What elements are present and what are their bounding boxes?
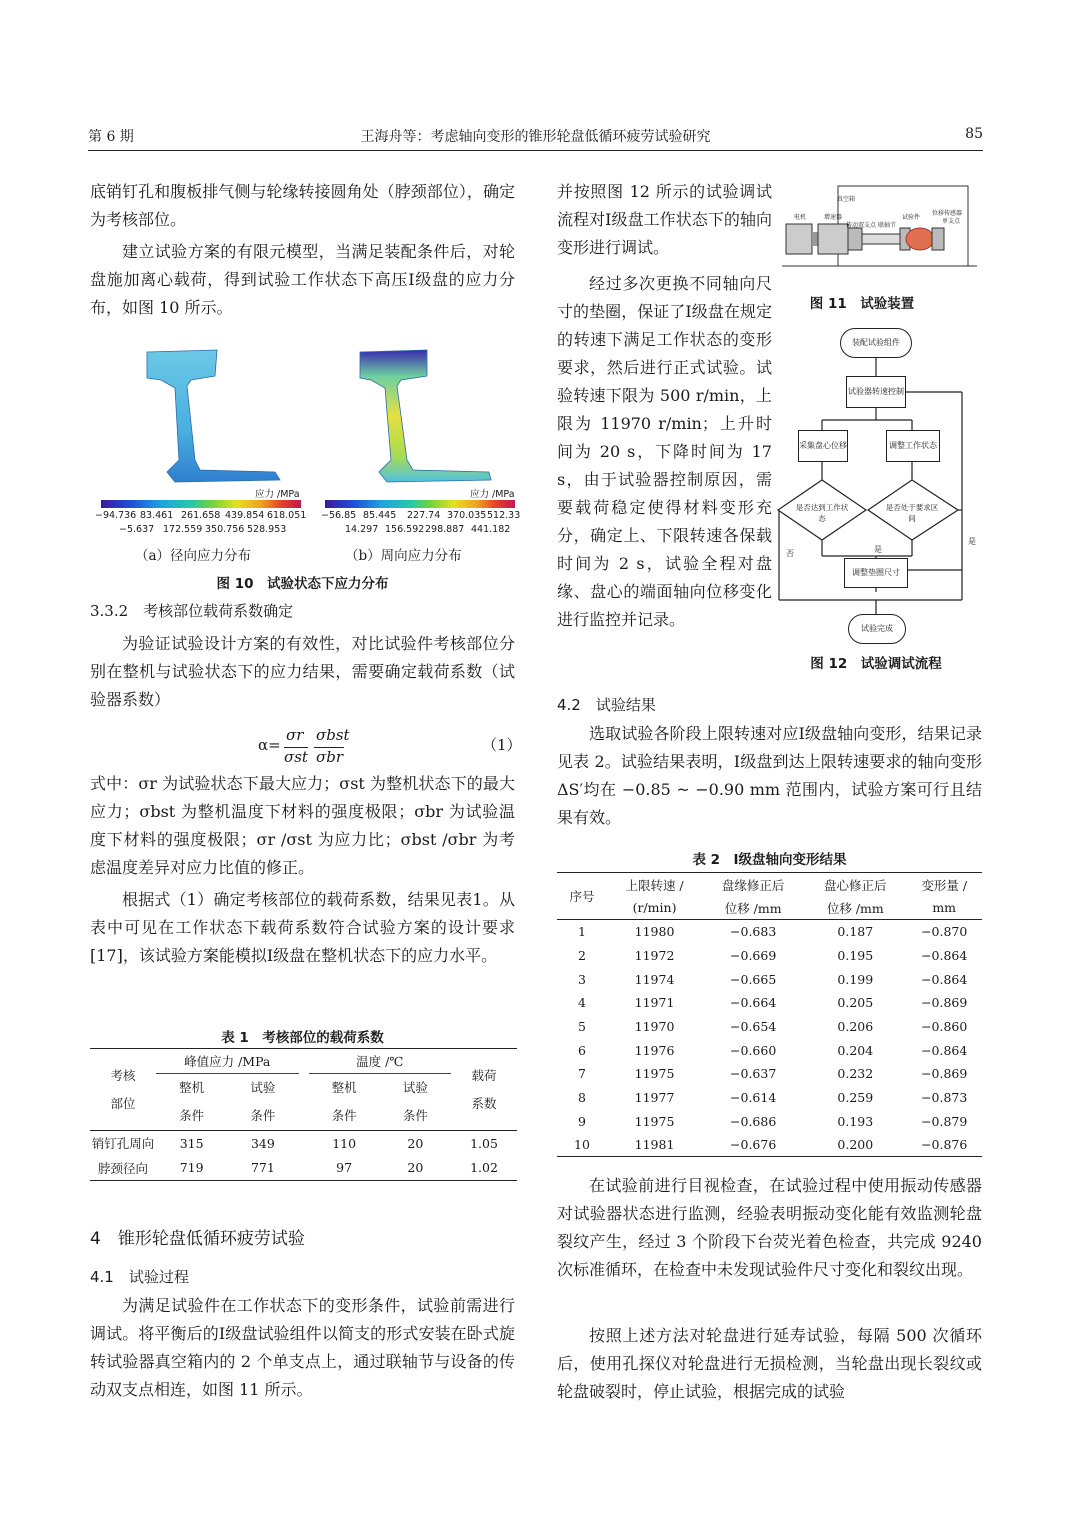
table-1-subheader: 试验条件 [250, 1080, 276, 1123]
section-4-2-heading: 4.2 试验结果 [557, 696, 656, 714]
table-cell: −0.876 [921, 1137, 968, 1153]
table-cell: 11981 [634, 1137, 675, 1153]
flow-box: 调整垫圈尺寸 [844, 558, 908, 588]
table-row [557, 1038, 982, 1062]
table-row [557, 944, 982, 968]
equation-num2: σbst [316, 726, 350, 744]
figure-11 [782, 180, 977, 310]
table-2-caption: 表 2 Ⅰ级盘轴向变形结果 [692, 852, 847, 868]
paragraph-5: 根据式（1）确定考核部位的载荷系数，结果见表1。从表中可见在工作状态下载荷系数符合试验方案的设计要求[17]，该试验方案能模拟Ⅰ级盘在整机状态下的应力水平。 [90, 890, 515, 965]
rig-label: 联轴节 [878, 222, 897, 229]
figure-12 [776, 322, 976, 672]
colorbar-a-unit: 应力 /MPa [255, 489, 300, 500]
paragraph-7b: 经过多次更换不同轴向尺寸的垫圈，保证了Ⅰ级盘在规定的转速下满足工作状态的变形要求，然后进行正式试验。试验转速下限为 500 r/min，上限为 11970 r/min；上升时间为 20 s，下降时间为 17 s，由于试验器控制原因，需要载荷稳定使得材料变形充分，确定上、下限转速各保载时间为 2 s，试验全程对盘缘、盘心的端面轴向位移变化进行监控并记录。 [557, 274, 772, 629]
table-cell: −0.869 [921, 995, 968, 1011]
table-cell: 1.02 [470, 1160, 498, 1176]
table-cell: 10 [574, 1137, 590, 1153]
table-2-header: (r/min) [632, 900, 677, 916]
running-header-title: 王海舟等：考虑轴向变形的锥形轮盘低循环疲劳试验研究 [360, 129, 711, 145]
table-cell: 1 [578, 924, 586, 940]
table-2-header: 序号 [569, 889, 595, 905]
table-cell: −0.654 [730, 1018, 777, 1034]
figure-11-caption: 图 11 试验装置 [809, 296, 915, 312]
paragraph-2: 建立试验方案的有限元模型，当满足装配条件后，对轮盘施加离心载荷，得到试验工作状态下高压Ⅰ级盘的应力分布，如图 10 所示。 [90, 242, 515, 317]
test-rig-drawing [782, 180, 977, 280]
table-cell: −0.664 [730, 995, 777, 1011]
table-cell: 0.193 [837, 1113, 874, 1129]
table-cell: −0.873 [921, 1090, 968, 1106]
table-2-header: 盘心修正后 [824, 877, 887, 893]
paragraph-7a: 并按照图 12 所示的试验调试流程对Ⅰ级盘工作状态下的轴向变形进行调试。 [557, 182, 772, 257]
table-cell: 11970 [634, 1018, 675, 1034]
table-cell: 0.199 [837, 971, 874, 987]
table-1-subheader: 整机条件 [179, 1080, 205, 1123]
radial-stress-model [147, 350, 280, 482]
paragraph-9: 在试验前进行目视检查，在试验过程中使用振动传感器对试验器状态进行监测，经验表明振动变化能有效监测轮盘裂纹产生，经过 3 个阶段下台荧光着色检查，共完成 9240 次标准循环，在检查中未发现试验件尺寸变化和裂纹出现。 [557, 1176, 982, 1279]
table-cell: 0.205 [837, 995, 874, 1011]
table-2 [557, 872, 982, 1157]
table-cell: −0.864 [921, 971, 968, 987]
equation-lhs: α= [258, 736, 281, 754]
rig-label: 位移传感器 [932, 210, 963, 217]
table-cell: −0.614 [730, 1090, 777, 1106]
paragraph-4: 式中：σr 为试验状态下最大应力；σst 为整机状态下的最大应力；σbst 为整机温度下材料的强度极限；σbr 为试验温度下材料的强度极限；σr /σst 为应力比；σbst /σbr 为考虑温度差异对应力比值的修正。 [90, 774, 515, 877]
table-row [557, 1133, 982, 1157]
figure-10 [95, 340, 520, 595]
table-1-header-temp: 温度 /℃ [309, 1049, 452, 1074]
colorbar-tick: −94.736 [95, 510, 137, 521]
colorbar-tick: 227.74 [407, 510, 441, 521]
table-cell: −0.870 [921, 924, 968, 940]
colorbar-tick: 618.051 [267, 510, 307, 521]
table-cell: 719 [179, 1160, 204, 1176]
hoop-stress-model [360, 350, 491, 482]
table-cell: −0.860 [921, 1018, 968, 1034]
colorbar-tick: 85.445 [363, 510, 397, 521]
paragraph-1: 底销钉孔和腹板排气侧与轮缘转接圆角处（脖颈部位），确定为考核部位。 [90, 182, 515, 229]
table-cell: 0.187 [837, 924, 874, 940]
equation-num1: σr [286, 726, 304, 744]
flow-label-yes: 是 [874, 545, 882, 554]
flowchart-connectors [776, 322, 976, 642]
table-cell: 20 [407, 1135, 424, 1151]
table-cell: 5 [578, 1018, 586, 1034]
table-cell: 11971 [634, 995, 675, 1011]
table-row [557, 1015, 982, 1039]
table-cell: 9 [578, 1113, 586, 1129]
flow-decision: 是否处于要求区间 [885, 503, 939, 523]
table-cell: −0.669 [730, 947, 777, 963]
figure-10-caption: 图 10 试验状态下应力分布 [216, 576, 389, 592]
table-cell: −0.637 [730, 1066, 777, 1082]
table-cell: 4 [578, 995, 586, 1011]
table-cell: 2 [578, 947, 586, 963]
table-2-header: 盘缘修正后 [721, 877, 785, 893]
table-1-subheader: 试验条件 [402, 1080, 428, 1123]
colorbar-a [101, 500, 301, 508]
table-cell: −0.864 [921, 947, 968, 963]
table-cell: −0.864 [921, 1042, 968, 1058]
table-cell: −0.686 [730, 1113, 777, 1129]
colorbar-tick: 298.887 [425, 524, 465, 535]
subcaption-a: （a）径向应力分布 [135, 548, 252, 564]
table-1-header-coef: 载荷系数 [471, 1067, 497, 1111]
rig-label: 增速器 [824, 214, 843, 221]
page-number: 85 [965, 126, 983, 142]
colorbar-tick: 14.297 [345, 524, 379, 535]
table-cell: 销钉孔周向 [91, 1136, 155, 1152]
colorbar-b-unit: 应力 /MPa [470, 489, 515, 500]
colorbar-b [325, 500, 515, 508]
paragraph-6: 为满足试验件在工作状态下的变形条件，试验前需进行调试。将平衡后的Ⅰ级盘试验组件以简支的形式安装在卧式旋转试验器真空箱内的 2 个单支点上，通过联轴节与设备的传动双支点相连，如图 11 所示。 [90, 1296, 515, 1399]
paragraph-10: 按照上述方法对轮盘进行延寿试验，每隔 500 次循环后，使用孔探仪对轮盘进行无损检测，当轮盘出现长裂纹或轮盘破裂时，停止试验，根据完成的试验 [557, 1326, 982, 1401]
table-cell: 11976 [634, 1042, 675, 1058]
section-4-1-heading: 4.1 试验过程 [90, 1268, 189, 1286]
table-2-header: 上限转速 / [625, 877, 684, 893]
colorbar-tick: 528.953 [247, 524, 287, 535]
table-row [557, 920, 982, 944]
subcaption-b: （b）周向应力分布 [345, 548, 462, 564]
table-cell: −0.683 [730, 924, 777, 940]
figure-12-caption: 图 12 试验调试流程 [810, 656, 942, 672]
table-cell: −0.665 [730, 971, 777, 987]
table-cell: 771 [250, 1160, 275, 1176]
header-rule [88, 150, 983, 151]
stress-contour-plots [95, 340, 520, 525]
colorbar-tick: −5.637 [119, 524, 155, 535]
flow-start-node: 装配试验组件 [840, 328, 912, 358]
table-cell: −0.879 [921, 1113, 968, 1129]
table-cell: 11972 [634, 947, 675, 963]
flow-box: 调整工作状态 [886, 430, 940, 462]
table-2-header: 位移 /mm [826, 900, 884, 916]
table-row [90, 1156, 517, 1181]
table-cell: 6 [578, 1042, 586, 1058]
table-cell: 20 [407, 1160, 424, 1176]
flow-decision: 是否达到工作状态 [795, 503, 849, 523]
flow-end-node: 试验完成 [848, 614, 906, 644]
table-cell: 7 [578, 1066, 586, 1082]
table-cell: 11974 [634, 971, 675, 987]
table-cell: −0.869 [921, 1066, 968, 1082]
equation-number: （1） [482, 736, 522, 754]
table-2-header: mm [932, 900, 957, 916]
flow-label-yes: 是 [968, 537, 976, 546]
table-cell: 3 [578, 971, 586, 987]
table-1-header-part: 考核部位 [110, 1067, 136, 1111]
table-cell: 110 [332, 1135, 357, 1151]
rig-label: 单支点 [942, 218, 961, 225]
table-cell: 315 [179, 1135, 204, 1151]
table-2-header: 变形量 / [921, 877, 968, 893]
rig-label: 传动双支点 [846, 222, 877, 229]
colorbar-tick: 261.658 [181, 510, 221, 521]
rig-label: 试验件 [902, 214, 921, 221]
running-header-issue: 第 6 期 [88, 129, 134, 145]
table-cell: −0.676 [730, 1137, 777, 1153]
table-cell: 0.206 [837, 1018, 874, 1034]
colorbar-tick: 350.756 [205, 524, 245, 535]
colorbar-tick: 172.559 [163, 524, 203, 535]
table-cell: 0.200 [837, 1137, 874, 1153]
table-row [557, 1109, 982, 1133]
equation-1 [258, 726, 522, 768]
table-row [90, 1131, 517, 1156]
table-cell: 11975 [634, 1066, 675, 1082]
table-2-header: 位移 /mm [724, 900, 782, 916]
table-cell: 脖颈径向 [97, 1160, 148, 1176]
table-cell: 11975 [634, 1113, 675, 1129]
table-1 [90, 1048, 517, 1181]
rig-label: 真空箱 [837, 196, 856, 203]
table-cell: 8 [578, 1090, 586, 1106]
flow-label-no: 否 [786, 549, 794, 558]
flow-box: 采集盘心位移 [798, 430, 848, 462]
colorbar-tick: 83.461 [140, 510, 174, 521]
table-1-header-peak: 峰值应力 /MPa [156, 1049, 299, 1074]
table-cell: 97 [336, 1160, 353, 1176]
colorbar-tick: 370.035 [447, 510, 487, 521]
paragraph-3: 为验证试验设计方案的有效性，对比试验件考核部位分别在整机与试验状态下的应力结果，需要确定载荷系数（试验器系数） [90, 634, 515, 709]
equation-den1: σst [284, 748, 308, 766]
colorbar-tick: 156.592 [385, 524, 425, 535]
table-1-subheader: 整机条件 [331, 1080, 357, 1123]
table-row [557, 1086, 982, 1110]
table-row [557, 967, 982, 991]
table-cell: −0.660 [730, 1042, 777, 1058]
colorbar-tick: 441.182 [471, 524, 511, 535]
colorbar-tick: 439.854 [225, 510, 265, 521]
section-3-3-2-heading: 3.3.2 考核部位载荷系数确定 [90, 602, 294, 620]
equation-den2: σbr [316, 748, 344, 766]
table-cell: 0.204 [837, 1042, 874, 1058]
section-4-heading: 4 锥形轮盘低循环疲劳试验 [90, 1229, 305, 1249]
table-1-caption: 表 1 考核部位的载荷系数 [221, 1030, 384, 1046]
table-cell: 11977 [634, 1090, 675, 1106]
table-cell: 1.05 [470, 1135, 498, 1151]
flow-box: 试验器转速控制 [846, 376, 906, 408]
colorbar-tick: −56.85 [321, 510, 357, 521]
table-cell: 0.232 [837, 1066, 874, 1082]
paragraph-8: 选取试验各阶段上限转速对应Ⅰ级盘轴向变形，结果记录见表 2。试验结果表明，Ⅰ级盘到达上限转速要求的轴向变形 ΔS′均在 −0.85 ~ −0.90 mm 范围内，试验方案可行且结果有效。 [557, 724, 982, 827]
table-cell: 11980 [634, 924, 675, 940]
rig-label: 电机 [794, 214, 807, 221]
table-cell: 0.195 [837, 947, 874, 963]
colorbar-tick: 512.33 [487, 510, 521, 521]
table-cell: 0.259 [837, 1090, 874, 1106]
table-row [557, 1062, 982, 1086]
table-cell: 349 [250, 1135, 275, 1151]
table-row [557, 991, 982, 1015]
